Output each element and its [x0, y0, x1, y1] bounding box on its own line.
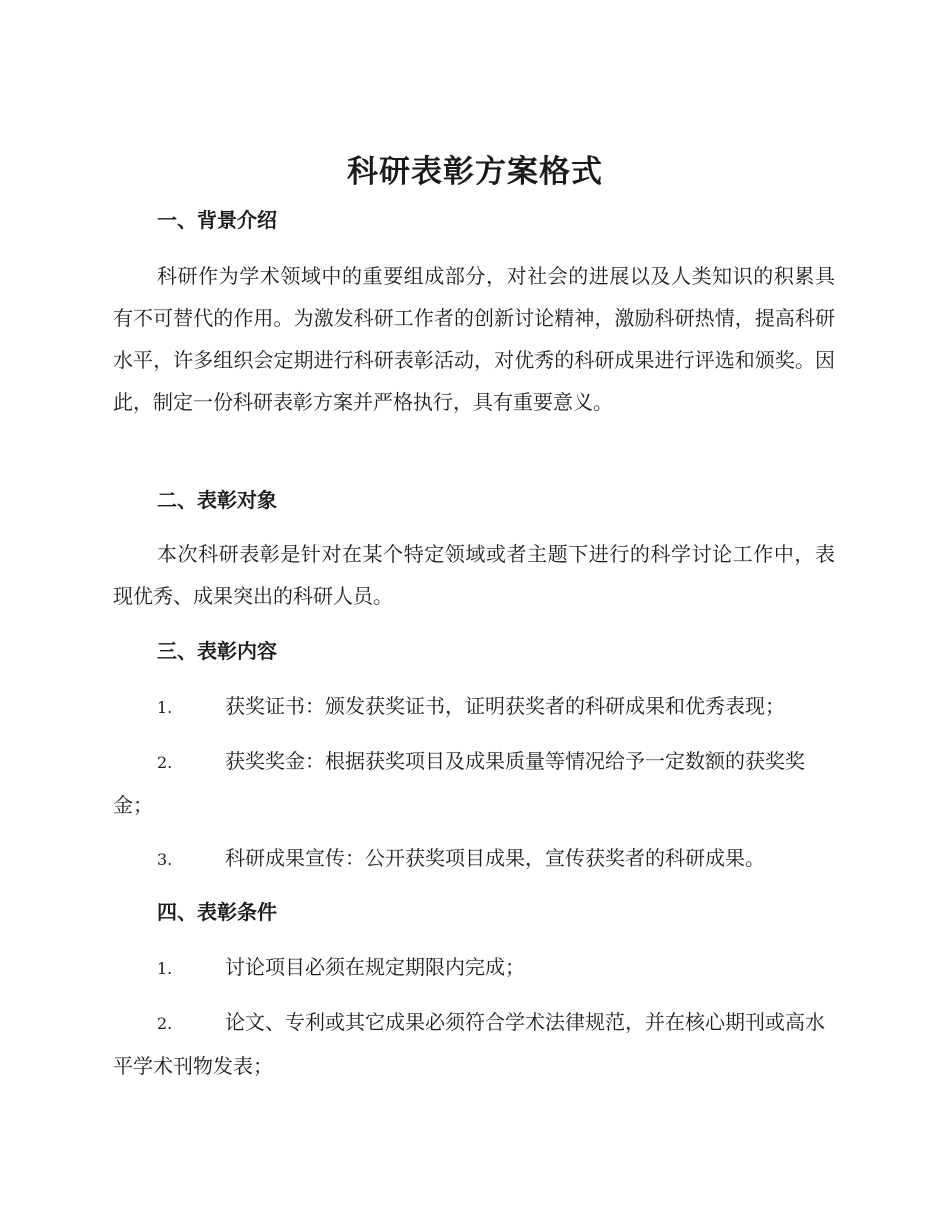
list-item-number: 3. — [157, 850, 173, 869]
list-item — [113, 1001, 835, 1087]
list-item-number: 1. — [157, 959, 173, 978]
list-item-number: 2. — [157, 753, 173, 772]
section-heading-conditions: 四、表彰条件 — [157, 900, 277, 924]
document-title: 科研表彰方案格式 — [347, 154, 603, 190]
list-item-number: 2. — [157, 1014, 173, 1033]
list-item — [113, 946, 835, 990]
section-heading-content: 三、表彰内容 — [157, 639, 277, 663]
section-heading-background: 一、背景介绍 — [157, 208, 277, 232]
list-item-text: 获奖证书：颁发获奖证书，证明获奖者的科研成果和优秀表现； — [225, 694, 785, 718]
list-item-text: 讨论项目必须在规定期限内完成； — [225, 955, 525, 979]
list-item-text: 论文、专利或其它成果必须符合学术法律规范，并在核心期刊或高水平学术刊物发表； — [113, 1010, 825, 1078]
section-paragraph-background: 科研作为学术领域中的重要组成部分，对社会的进展以及人类知识的积累具有不可替代的作用。为激发科研工作者的创新讨论精神，激励科研热情，提高科研水平，许多组织会定期进行科研表彰活动，对优秀的科研成果进行评选和颁奖。因此，制定一份科研表彰方案并严格执行，具有重要意义。 — [113, 264, 835, 414]
list-item-text: 获奖奖金：根据获奖项目及成果质量等情况给予一定数额的获奖奖金； — [113, 749, 805, 817]
list-item — [113, 685, 835, 729]
list-item-text: 科研成果宣传：公开获奖项目成果，宣传获奖者的科研成果。 — [225, 846, 765, 870]
list-item — [113, 740, 835, 826]
list-item — [113, 837, 835, 881]
section-paragraph-target: 本次科研表彰是针对在某个特定领域或者主题下进行的科学讨论工作中，表现优秀、成果突出的科研人员。 — [113, 542, 835, 608]
list-item-number: 1. — [157, 698, 173, 717]
section-heading-target: 二、表彰对象 — [157, 488, 277, 512]
